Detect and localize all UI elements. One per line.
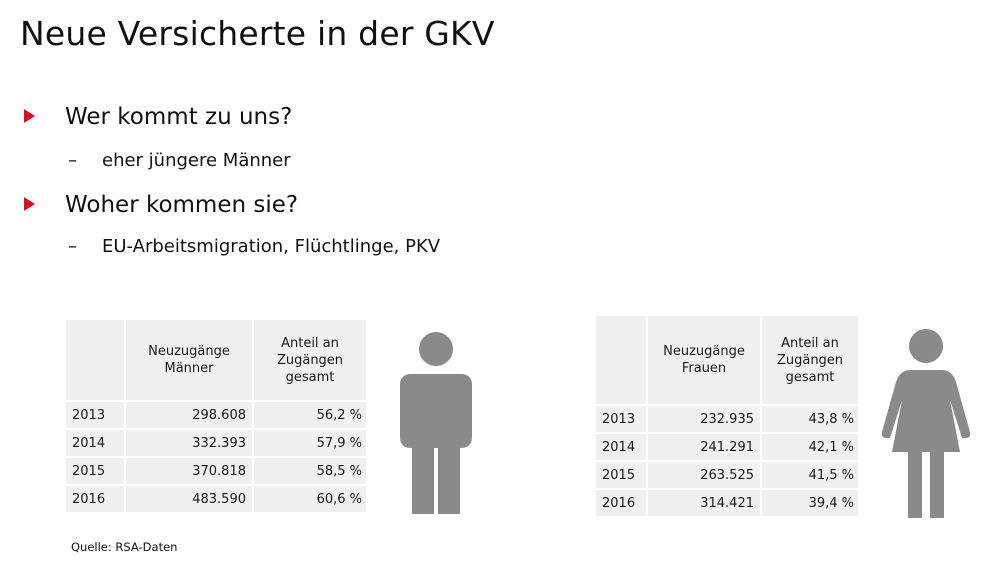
dash-marker: – bbox=[68, 150, 77, 171]
men-year-cell: 2013 bbox=[66, 402, 124, 428]
men-year-cell: 2014 bbox=[66, 430, 124, 456]
women-row-2013 bbox=[596, 406, 858, 432]
women-share-cell: 42,1 % bbox=[762, 434, 858, 460]
women-year-cell: 2013 bbox=[596, 406, 646, 432]
women-count-cell: 263.525 bbox=[648, 462, 760, 488]
women-share-cell: 41,5 % bbox=[762, 462, 858, 488]
men-year-cell: 2015 bbox=[66, 458, 124, 484]
source-note: Quelle: RSA-Daten bbox=[71, 540, 178, 554]
red-triangle-bullet-icon bbox=[24, 197, 35, 211]
men-header-year bbox=[66, 320, 124, 400]
female-person-icon bbox=[880, 328, 972, 518]
men-share-cell: 57,9 % bbox=[254, 430, 366, 456]
men-year-cell: 2016 bbox=[66, 486, 124, 512]
women-row-2014 bbox=[596, 434, 858, 460]
women-row-2016 bbox=[596, 490, 858, 516]
male-person-icon bbox=[398, 330, 474, 514]
women-header-year bbox=[596, 316, 646, 404]
bullet-2-text: Woher kommen sie? bbox=[65, 192, 299, 218]
women-share-cell: 39,4 % bbox=[762, 490, 858, 516]
men-share-cell: 60,6 % bbox=[254, 486, 366, 512]
women-count-cell: 314.421 bbox=[648, 490, 760, 516]
women-row-2015 bbox=[596, 462, 858, 488]
men-row-2015 bbox=[66, 458, 366, 484]
women-year-cell: 2014 bbox=[596, 434, 646, 460]
bullet-1 bbox=[24, 104, 292, 130]
men-header-new: Neuzugänge Männer bbox=[126, 320, 252, 400]
men-count-cell: 298.608 bbox=[126, 402, 252, 428]
women-count-cell: 241.291 bbox=[648, 434, 760, 460]
men-header-share: Anteil an Zugängen gesamt bbox=[254, 320, 366, 400]
women-table bbox=[594, 314, 860, 518]
red-triangle-bullet-icon bbox=[24, 109, 35, 123]
sub-bullet-2-text: EU-Arbeitsmigration, Flüchtlinge, PKV bbox=[102, 236, 441, 257]
men-count-cell: 483.590 bbox=[126, 486, 252, 512]
bullet-2 bbox=[24, 192, 298, 218]
men-row-2014 bbox=[66, 430, 366, 456]
men-share-cell: 58,5 % bbox=[254, 458, 366, 484]
men-row-2013 bbox=[66, 402, 366, 428]
women-share-cell: 43,8 % bbox=[762, 406, 858, 432]
women-header-new: Neuzugänge Frauen bbox=[648, 316, 760, 404]
bullet-1-text: Wer kommt zu uns? bbox=[65, 104, 293, 130]
men-count-cell: 370.818 bbox=[126, 458, 252, 484]
men-share-cell: 56,2 % bbox=[254, 402, 366, 428]
women-header-share: Anteil an Zugängen gesamt bbox=[762, 316, 858, 404]
women-year-cell: 2016 bbox=[596, 490, 646, 516]
sub-bullet-2 bbox=[68, 236, 440, 257]
men-count-cell: 332.393 bbox=[126, 430, 252, 456]
women-year-cell: 2015 bbox=[596, 462, 646, 488]
women-count-cell: 232.935 bbox=[648, 406, 760, 432]
sub-bullet-1-text: eher jüngere Männer bbox=[102, 150, 291, 171]
slide-title: Neue Versicherte in der GKV bbox=[20, 14, 495, 53]
men-row-2016 bbox=[66, 486, 366, 512]
sub-bullet-1 bbox=[68, 150, 291, 171]
men-table bbox=[64, 318, 368, 514]
dash-marker: – bbox=[68, 236, 77, 257]
